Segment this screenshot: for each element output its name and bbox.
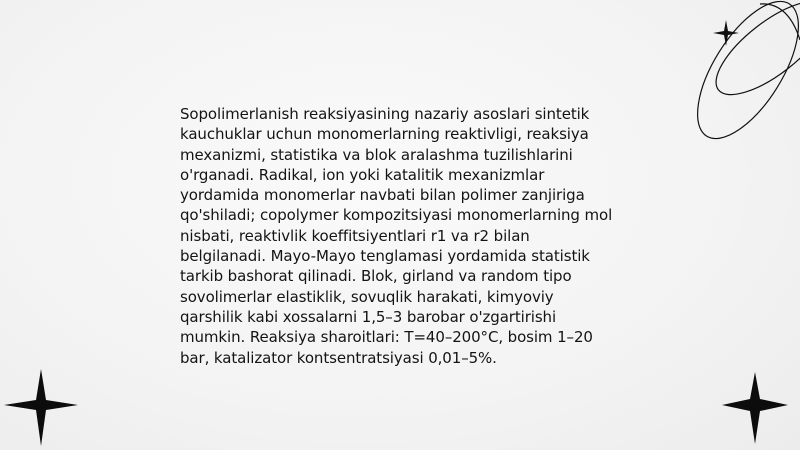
four-point-star-icon (718, 368, 800, 450)
four-point-star-icon (0, 364, 84, 450)
body-text: Sopolimerlanish reaksiyasining nazariy asoslari sintetik kauchuklar uchun monomerlarning reaktivligi, reaksiya mexanizmi, statistika va blok aralashma tuzilishlarini o'rganadi. Radikal, ion yoki katalitik mexanizmlar yordamida monomerlar navbati bilan polimer zanjiriga qo'shiladi; copolymer kompozitsiyasi monomerlarning mol nisbati, reaktivlik koeffitsiyentlari r1 va r2 bilan belgilanadi. Mayo-Mayo tenglamasi yordamida statistik tarkib bashorat qilinadi. Blok, girland va random tipo sovolimerlar elastiklik, sovuqlik harakati, kimyoviy qarshilik kabi xossalarni 1,5–3 barobar o'zgartirishi mumkin. Reaksiya sharoitlari: T=40–200°C, bosim 1–20 bar, katalizator kontsentratsiyasi 0,01–5%. (180, 105, 613, 367)
orbit-lines-sparkle-icon (660, 0, 800, 150)
